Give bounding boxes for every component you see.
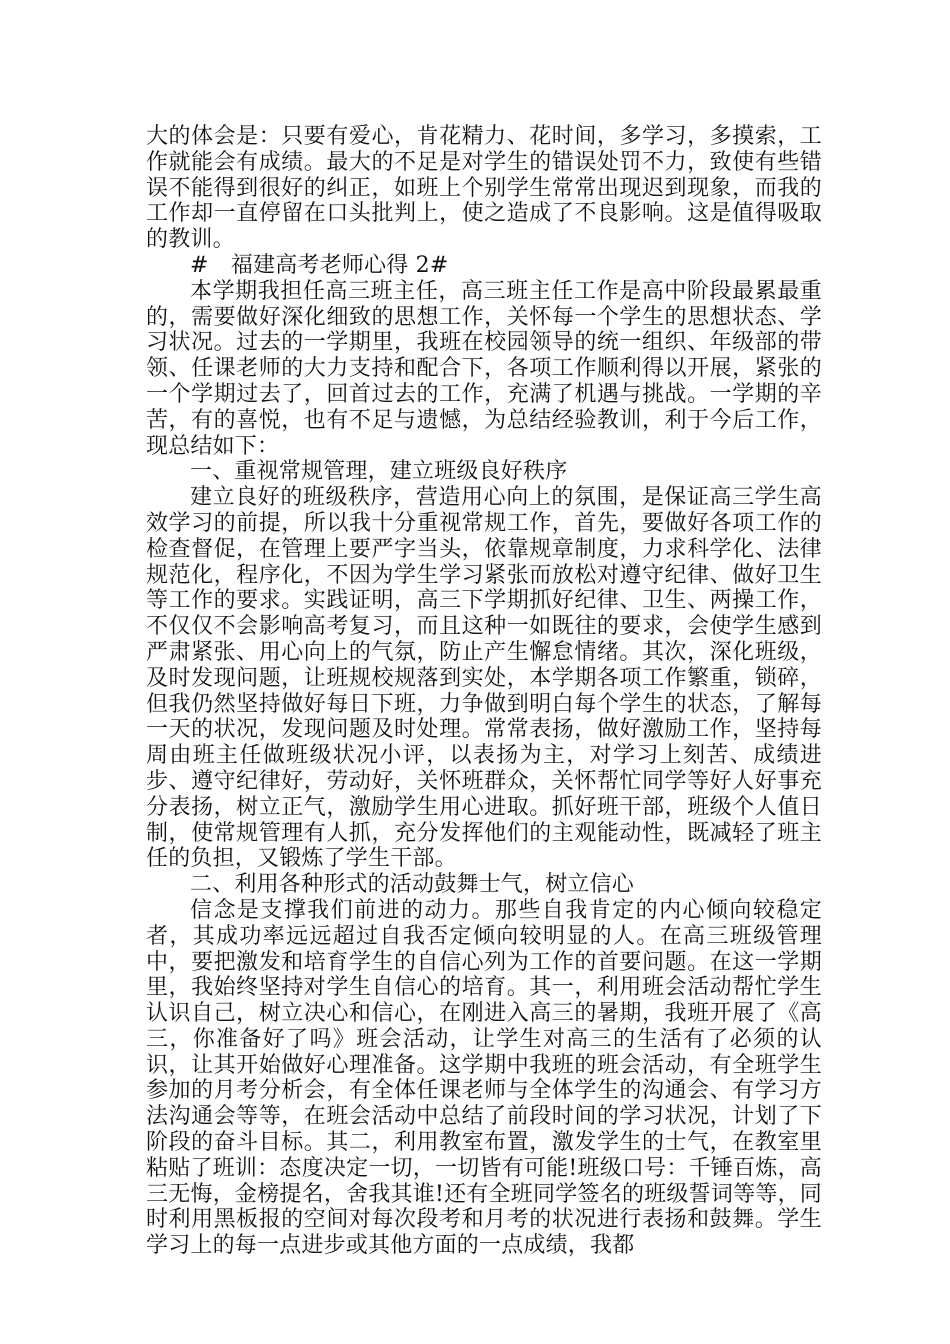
subheading-routine-management: 一、重视常规管理，建立班级良好秩序 [190,459,568,485]
section-heading: # 福建高考老师心得 2# [190,252,449,278]
paragraph-routine-management: 建立良好的班级秩序，营造用心向上的氛围，是保证高三学生高效学习的前提，所以我十分重视常规工作，首先，要做好各项工作的检查督促，在管理上要严字当头，依靠规章制度，力求科学化、法律规范化，程序化，不因为学生学习紧张而放松对遵守纪律、做好卫生等工作的要求。实践证明，高三下学期抓好纪律、卫生、两操工作，不仅仅不会影响高考复习，而且这种一如既往的要求，会使学生感到严肃紧张、用心向上的气氛，防止产生懈怠情绪。其次，深化班级，及时发现问题，让班规校规落到实处，本学期各项工作繁重，锁碎，但我仍然坚持做好每日下班，力争做到明白每个学生的状态，了解每一天的状况，发现问题及时处理。常常表扬，做好激励工作，坚持每周由班主任做班级状况小评，以表扬为主，对学习上刻苦、成绩进步、遵守纪律好，劳动好，关怀班群众，关怀帮忙同学等好人好事充分表扬，树立正气，激励学生用心进取。抓好班干部，班级个人值日制，使常规管理有人抓，充分发挥他们的主观能动性，既减轻了班主任的负担，又锻炼了学生干部。 [146,485,822,872]
document-body [146,124,822,1259]
paragraph-continuation: 大的体会是：只要有爱心，肯花精力、花时间，多学习，多摸索，工作就能会有成绩。最大的不足是对学生的错误处罚不力，致使有些错误不能得到很好的纠正，如班上个别学生常常出现迟到现象，而我的工作却一直停留在口头批判上，使之造成了不良影响。这是值得吸取的教训。 [146,124,822,253]
subheading-activities: 二、利用各种形式的活动鼓舞士气，树立信心 [190,872,635,898]
paragraph-activities: 信念是支撑我们前进的动力。那些自我肯定的内心倾向较稳定者，其成功率远远超过自我否定倾向较明显的人。在高三班级管理中，要把激发和培育学生的自信心列为工作的首要问题。在这一学期里，我始终坚持对学生自信心的培育。其一，利用班会活动帮忙学生认识自己，树立决心和信心，在刚进入高三的暑期，我班开展了《高三，你准备好了吗》班会活动，让学生对高三的生活有了必须的认识，让其开始做好心理准备。这学期中我班的班会活动，有全班学生参加的月考分析会，有全体任课老师与全体学生的沟通会、有学习方法沟通会等等，在班会活动中总结了前段时间的学习状况，计划了下阶段的奋斗目标。其二，利用教室布置，激发学生的士气，在教室里粘贴了班训：态度决定一切，一切皆有可能!班级口号：千锤百炼，高三无悔，金榜提名，舍我其谁!还有全班同学签名的班级誓词等等，同时利用黑板报的空间对每次段考和月考的状况进行表扬和鼓舞。学生学习上的每一点进步或其他方面的一点成绩，我都 [146,897,822,1259]
paragraph-intro: 本学期我担任高三班主任，高三班主任工作是高中阶段最累最重的，需要做好深化细致的思想工作，关怀每一个学生的思想状态、学习状况。过去的一学期里，我班在校园领导的统一组织、年级部的带领、任课老师的大力支持和配合下，各项工作顺利得以开展，紧张的一个学期过去了，回首过去的工作，充满了机遇与挑战。一学期的辛苦，有的喜悦，也有不足与遗憾，为总结经验教训，利于今后工作，现总结如下： [146,278,822,459]
